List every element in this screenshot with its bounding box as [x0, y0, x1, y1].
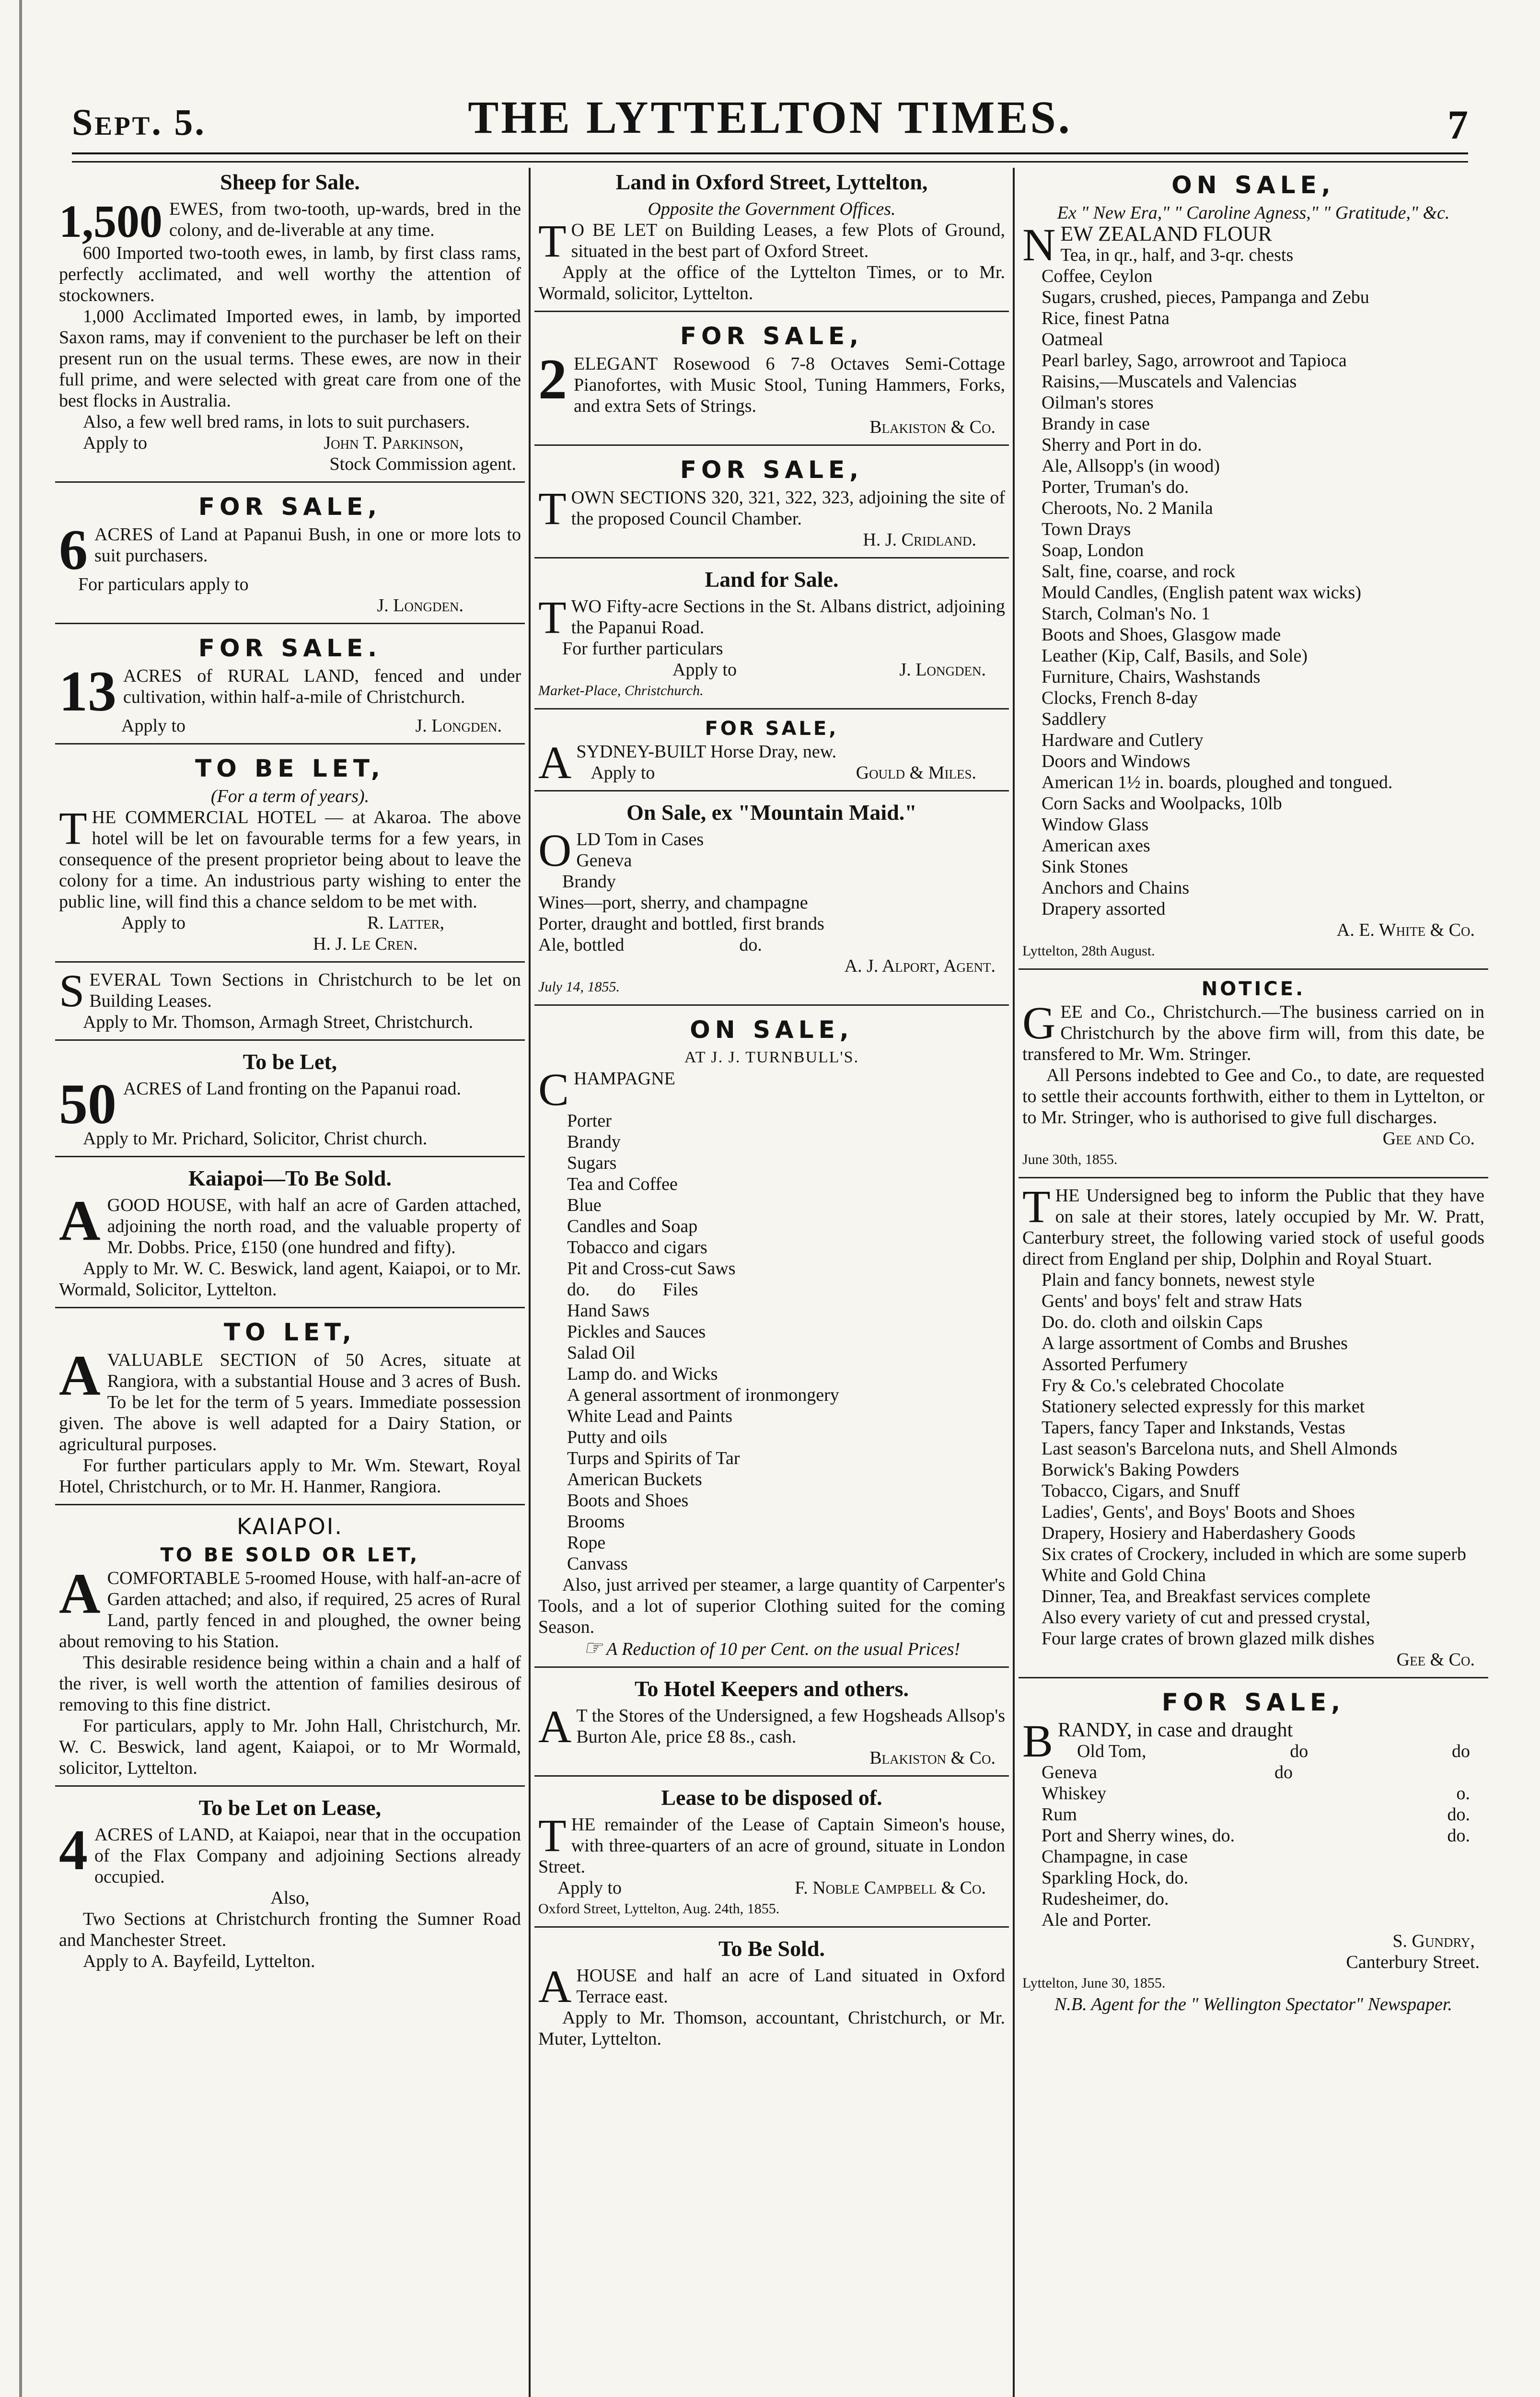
list-item: Sparkling Hock, do. [1042, 1868, 1189, 1888]
ad-subheading: Opposite the Government Offices. [648, 199, 896, 219]
ad-kaiapoi-house [55, 1156, 525, 1302]
table-row [1022, 1762, 1484, 1783]
list-item: Plain and fancy bonnets, newest style [1042, 1270, 1315, 1290]
ad-heading: FOR SALE, [680, 456, 864, 484]
row-ditto: do [1274, 1762, 1293, 1782]
list-item: Champagne, in case [1042, 1847, 1188, 1867]
ad-heading: KAIAPOI. [237, 1513, 343, 1539]
list-item: Fry & Co.'s celebrated Chocolate [1042, 1375, 1284, 1396]
list-item: American Buckets [567, 1469, 702, 1489]
advertiser-name: F. Noble Campbell & Co. [795, 1878, 986, 1898]
ad-rangiora [55, 1307, 525, 1499]
drop-cap: A [538, 1701, 572, 1752]
drop-cap: 2 [538, 347, 567, 411]
drop-cap: A [59, 1561, 101, 1625]
list-item: Brooms [567, 1512, 625, 1532]
advertiser-name: Blakiston & Co. [869, 1748, 996, 1768]
list-item: EW ZEALAND FLOUR [1060, 222, 1272, 245]
drop-cap: T [538, 483, 567, 534]
drop-cap: A [59, 1343, 101, 1407]
list-item: Ale and Porter. [1042, 1910, 1152, 1930]
list-item: Pit and Cross-cut Saws [567, 1258, 736, 1279]
list-item: Pearl barley, Sago, arrowroot and Tapioca [1042, 350, 1347, 371]
ad-text: Two Sections at Christchurch fronting the Sumner Road and Manchester Street. [59, 1909, 521, 1950]
ad-heading: Lease to be disposed of. [661, 1785, 882, 1810]
list-item: Do. do. cloth and oilskin Caps [1042, 1312, 1263, 1332]
ad-heading: TO BE LET, [195, 755, 385, 782]
list-item: Brandy [562, 872, 616, 892]
ad-text: GOOD HOUSE, with half an acre of Garden attached, adjoining the north road, and the valuable property of Mr. Dobbs. Price, £150 (one hundred and fifty). [107, 1195, 521, 1257]
table-row [1022, 1825, 1484, 1846]
list-item: Hardware and Cutlery [1042, 730, 1204, 750]
list-item: Sugars, crushed, pieces, Pampanga and Zebu [1042, 287, 1369, 307]
column-3 [1019, 168, 1488, 2397]
ad-signoff [538, 1877, 1005, 1898]
list-item: Boots and Shoes, Glasgow made [1042, 625, 1281, 645]
apply-label: For particulars apply to [78, 574, 249, 594]
list-item: Ladies', Gents', and Boys' Boots and Shoes [1042, 1502, 1355, 1522]
apply-label: Apply to [591, 763, 655, 783]
ad-heading: FOR SALE, [680, 322, 864, 350]
row-ditto: o. [1456, 1783, 1470, 1804]
ad-pianofortes [534, 311, 1009, 440]
ad-mountain-maid [534, 790, 1009, 1000]
ad-place: Market-Place, Christchurch. [538, 683, 704, 698]
row-item: Port and Sherry wines, do. [1042, 1826, 1235, 1846]
list-item: Rudesheimer, do. [1042, 1889, 1169, 1909]
list-item: Salad Oil [567, 1343, 636, 1363]
ad-text: EWES, from two-tooth, up-wards, bred in the colony, and de-liverable at any time. [169, 199, 521, 240]
ad-white-and-co [1019, 170, 1488, 964]
list-item: American axes [1042, 836, 1150, 856]
list-item: Raisins,—Muscatels and Valencias [1042, 372, 1297, 392]
list-item: Six crates of Crockery, included in which are some superb White and Gold China [1042, 1544, 1467, 1585]
ad-heading: Kaiapoi—To Be Sold. [188, 1166, 392, 1190]
ad-note-text: A Reduction of 10 per Cent. on the usual Prices! [606, 1639, 961, 1659]
list-item: A large assortment of Combs and Brushes [1042, 1333, 1348, 1353]
list-item: Wines—port, sherry, and champagne [538, 893, 808, 913]
row-ditto: do. [1447, 1804, 1470, 1825]
ad-text: Apply to Mr. Thomson, accountant, Christchurch, or Mr. Muter, Lyttelton. [538, 2008, 1005, 2049]
ad-text: For further particulars [562, 639, 723, 659]
list-item: Saddlery [1042, 709, 1107, 729]
ad-number: 1,500 [59, 196, 162, 247]
ad-text: WO Fifty-acre Sections in the St. Albans district, adjoining the Papanui Road. [571, 596, 1005, 638]
ad-subheading: TO BE SOLD OR LET, [160, 1544, 420, 1566]
ad-text: OWN SECTIONS 320, 321, 322, 323, adjoining the site of the proposed Council Chamber. [571, 488, 1005, 529]
list-item: Tea, in qr., half, and 3-qr. chests [1060, 245, 1294, 265]
list-item: Porter, Truman's do. [1042, 477, 1189, 497]
ad-gee-stock [1019, 1177, 1488, 1672]
list-item: Sherry and Port in do. [1042, 435, 1202, 455]
list-item: Leather (Kip, Calf, Basils, and Sole) [1042, 646, 1308, 666]
ad-heading: ON SALE, [1171, 171, 1335, 199]
list-item: Blue [567, 1195, 602, 1215]
list-item: Town Drays [1042, 519, 1131, 539]
list-item: Rice, finest Patna [1042, 308, 1169, 328]
list-item: Mould Candles, (English patent wax wicks) [1042, 582, 1362, 603]
list-item: Geneva [576, 850, 632, 871]
list-item: Oatmeal [1042, 329, 1103, 349]
list-item: Tobacco and cigars [567, 1237, 707, 1257]
drop-cap: 50 [59, 1072, 116, 1136]
row-item: Whiskey [1042, 1783, 1107, 1804]
ad-text: SYDNEY-BUILT Horse Dray, new. [576, 742, 837, 762]
list-item: Hand Saws [567, 1301, 650, 1321]
ad-text: Apply at the office of the Lyttelton Times, or to Mr. Wormald, solicitor, Lyttelton. [538, 262, 1005, 303]
ad-heading: FOR SALE, [705, 718, 839, 740]
ad-commercial-hotel [55, 743, 525, 956]
ad-horse-dray [534, 708, 1009, 788]
ad-council-sections [534, 444, 1009, 552]
ad-st-albans [534, 557, 1009, 703]
ad-heading: NOTICE. [1201, 978, 1306, 1000]
ad-subheading: (For a term of years). [210, 786, 370, 806]
ad-kaiapoi-cottage [55, 1504, 525, 1780]
advertiser-name: J. Longden. [415, 716, 502, 736]
list-item: Coffee, Ceylon [1042, 266, 1153, 286]
ad-fifty-acres [55, 1039, 525, 1151]
list-item: A general assortment of ironmongery [567, 1385, 839, 1405]
drop-cap: S [59, 965, 85, 1016]
ad-note [538, 1638, 1005, 1660]
drop-cap: 6 [59, 518, 88, 582]
list-item: Anchors and Chains [1042, 878, 1190, 898]
ad-text: ACRES of Land fronting on the Papanui road. [123, 1079, 462, 1099]
list-item: Canvass [567, 1554, 628, 1574]
list-item: Drapery assorted [1042, 899, 1166, 919]
drop-cap: A [538, 1961, 572, 2012]
ad-signoff [538, 659, 1005, 680]
drop-cap: N [1022, 219, 1056, 270]
list-item: Brandy [567, 1132, 621, 1152]
advertiser-name: Gould & Miles. [856, 763, 976, 783]
apply-label: Apply to [672, 660, 737, 680]
ad-date: Oxford Street, Lyttelton, Aug. 24th, 1855. [538, 1901, 780, 1917]
list-item: Candles and Soap [567, 1216, 698, 1236]
ad-text: 600 Imported two-tooth ewes, in lamb, by first class rams, perfectly acclimated, and well worthy the attention of stockowners. [59, 243, 521, 305]
ad-text: For particulars, apply to Mr. John Hall, Christchurch, Mr. W. C. Beswick, land agent, Kaiapoi, or to Mr Wormald, solicitor, Lyttelton. [59, 1716, 521, 1778]
ad-sheep [55, 169, 525, 477]
list-item: Drapery, Hosiery and Haberdashery Goods [1042, 1523, 1355, 1543]
list-item: Clocks, French 8-day [1042, 688, 1198, 708]
list-item: Sink Stones [1042, 857, 1128, 877]
list-item: Corn Sacks and Woolpacks, 10lb [1042, 793, 1282, 814]
list-item: Four large crates of brown glazed milk dishes [1042, 1629, 1375, 1649]
ad-text: Apply to Mr. Prichard, Solicitor, Christ church. [83, 1129, 428, 1149]
list-item: Turps and Spirits of Tar [567, 1448, 740, 1468]
row-item: Geneva [1042, 1762, 1098, 1782]
ad-rural-land [55, 623, 525, 738]
advertiser-name: John T. Parkinson, [324, 433, 463, 453]
ad-gundry [1019, 1677, 1488, 2017]
apply-label: Apply to [121, 716, 186, 736]
list-item: Gents' and boys' felt and straw Hats [1042, 1291, 1302, 1311]
advertiser-address: Canterbury Street. [1346, 1952, 1480, 1972]
drop-cap: G [1022, 997, 1056, 1048]
list-item: Tea and Coffee [567, 1174, 678, 1194]
ad-subheading: Ex " New Era," " Caroline Agness," " Gratitude," &c. [1057, 203, 1450, 223]
ad-text: EE and Co., Christchurch.—The business carried on in Christchurch by the above firm will, from this date, be transfered to Mr. Wm. Stringer. [1022, 1002, 1484, 1064]
advertiser-name: A. J. Alport, Agent. [844, 956, 996, 976]
list-item: Porter, draught and bottled, first brands [538, 914, 824, 934]
ad-text: VALUABLE SECTION of 50 Acres, situate at Rangiora, with a substantial House and 3 acres of Bush. To be let for the term of 5 years. Immediate possession given. The above is well adapted for a Dairy Station, or agricultural purposes. [59, 1350, 521, 1454]
ad-text: All Persons indebted to Gee and Co., to date, are requested to settle their accounts forthwith, either to them in Lyttelton, or to Mr. Stringer, who is authorised to give full discharges. [1022, 1065, 1484, 1128]
ad-hotel-keepers [534, 1666, 1009, 1770]
list-item: HAMPAGNE [574, 1069, 675, 1089]
row-ditto: do. [1447, 1826, 1470, 1846]
list-item [538, 934, 1005, 955]
page-edge [19, 0, 22, 2397]
ad-heading: On Sale, ex "Mountain Maid." [626, 800, 917, 825]
pointing-hand-icon: ☞ [583, 1636, 602, 1660]
ad-heading: To be Let, [243, 1049, 337, 1074]
newspaper-title: THE LYTTELTON TIMES. [468, 92, 1072, 143]
ad-heading: Land for Sale. [705, 567, 839, 592]
column-2 [534, 168, 1009, 2397]
list-item: White Lead and Paints [567, 1406, 733, 1426]
ad-date: July 14, 1855. [538, 979, 620, 995]
ad-heading: Land in Oxford Street, Lyttelton, [615, 170, 928, 194]
drop-cap: O [538, 825, 572, 876]
ad-text: HOUSE and half an acre of Land situated in Oxford Terrace east. [576, 1966, 1005, 2007]
column-1 [55, 168, 525, 2397]
ad-text: HE remainder of the Lease of Captain Simeon's house, with three-quarters of an acre of ground, situate in London Street. [538, 1815, 1005, 1877]
ad-date: June 30th, 1855. [1022, 1152, 1118, 1167]
ad-text: ACRES of Land at Papanui Bush, in one or more lots to suit purchasers. [94, 524, 521, 566]
ad-text: Apply to Mr. W. C. Beswick, land agent, Kaiapoi, or to Mr. Wormald, Solicitor, Lyttelton. [59, 1258, 521, 1300]
list-item: Assorted Perfumery [1042, 1354, 1188, 1374]
goods-list [1022, 1846, 1484, 1931]
table-row [1058, 1741, 1484, 1762]
ad-text: Also, [270, 1888, 310, 1908]
list-item: Soap, London [1042, 540, 1144, 560]
drop-cap: C [538, 1064, 569, 1115]
advertiser-name: Gee & Co. [1396, 1650, 1475, 1670]
row-ditto: do [1452, 1741, 1470, 1761]
ad-text: ACRES of RURAL LAND, fenced and under cultivation, within half-a-mile of Christchurch. [123, 666, 521, 707]
drop-cap: T [59, 803, 87, 854]
ad-house-oxford-terrace [534, 1926, 1009, 2051]
ad-text: ELEGANT Rosewood 6 7-8 Octaves Semi-Cottage Pianofortes, with Music Stool, Tuning Hammers, Forks, and extra Sets of Strings. [574, 354, 1005, 416]
list-item-label: Ale, bottled [538, 935, 625, 955]
goods-list [538, 850, 1005, 892]
list-item: RANDY, in case and draught [1058, 1719, 1293, 1741]
advertiser-name: J. Longden. [377, 595, 463, 616]
advertiser-name: A. E. White & Co. [1336, 920, 1475, 940]
drop-cap: T [538, 592, 567, 643]
issue-date: Sept. 5. [72, 101, 206, 143]
drop-cap: A [538, 737, 572, 788]
ad-heading: To Hotel Keepers and others. [635, 1676, 909, 1701]
ad-heading: FOR SALE, [1161, 1688, 1345, 1716]
row-item: Old Tom, [1077, 1741, 1146, 1761]
table-row [1022, 1783, 1484, 1804]
list-item: Tobacco, Cigars, and Snuff [1042, 1481, 1240, 1501]
advertiser-name: Blakiston & Co. [869, 417, 996, 437]
list-item: Tapers, fancy Taper and Inkstands, Vestas [1042, 1418, 1345, 1438]
ad-papanui [55, 481, 525, 618]
list-item: Lamp do. and Wicks [567, 1364, 718, 1384]
list-item: Starch, Colman's No. 1 [1042, 604, 1210, 624]
ad-heading: TO LET, [223, 1318, 356, 1346]
advertiser-name: H. J. Le Cren. [313, 934, 418, 954]
ad-text: Also, just arrived per steamer, a large quantity of Carpenter's Tools, and a lot of superior Clothing suited for the coming Season. [538, 1575, 1005, 1637]
table-row [1022, 1804, 1484, 1825]
list-item: Dinner, Tea, and Breakfast services complete [1042, 1586, 1371, 1606]
list-item: Ale, Allsopp's (in wood) [1042, 456, 1220, 476]
advertiser-name: S. Gundry, [1392, 1931, 1475, 1951]
list-item: do. do Files [567, 1280, 698, 1300]
ad-text: Apply to A. Bayfeild, Lyttelton. [83, 1951, 315, 1971]
goods-list [538, 1110, 1005, 1574]
ad-signoff [59, 715, 521, 736]
list-item: Sugars [567, 1153, 617, 1173]
ad-text: This desirable residence being within a chain and a half of the river, is well worth the attention of families desirous of removing to this fine district. [59, 1652, 521, 1715]
goods-list [1022, 266, 1484, 919]
drop-cap: T [538, 1810, 567, 1861]
ad-heading: FOR SALE, [198, 493, 382, 521]
ad-lease-kaiapoi [55, 1785, 525, 1974]
goods-list [1022, 1269, 1484, 1649]
advertiser-name: J. Longden. [899, 660, 986, 680]
drop-cap: B [1022, 1715, 1054, 1767]
list-item: Cheroots, No. 2 Manila [1042, 498, 1213, 518]
ad-date: Lyttelton, 28th August. [1022, 943, 1155, 959]
advertiser-name: R. Latter, [367, 913, 444, 933]
ad-heading: FOR SALE. [198, 634, 382, 662]
ad-subheading: AT J. J. TURNBULL'S. [684, 1048, 859, 1066]
apply-label: Apply to [557, 1878, 622, 1898]
ad-signoff [576, 762, 1005, 783]
apply-label: Apply to [83, 433, 148, 453]
list-item: Stationery selected expressly for this market [1042, 1396, 1365, 1417]
masthead [72, 58, 1468, 153]
list-item: Doors and Windows [1042, 751, 1191, 771]
ad-turnbull [534, 1004, 1009, 1662]
ad-heading: To Be Sold. [718, 1936, 825, 1961]
ad-text: HE Undersigned beg to inform the Public that they have on sale at their stores, lately occupied by Mr. W. Pratt, Canterbury street, the following varied stock of useful goods direct from England per ship, Dolphin and Royal Stuart. [1022, 1186, 1484, 1269]
list-item: Pickles and Sauces [567, 1322, 706, 1342]
ad-text: O BE LET on Building Leases, a few Plots of Ground, situated in the best part of Oxford Street. [571, 220, 1005, 261]
list-item: LD Tom in Cases [576, 829, 704, 849]
ad-signoff [59, 432, 521, 454]
list-item: Putty and oils [567, 1427, 668, 1447]
list-item: Oilman's stores [1042, 393, 1154, 413]
list-item: Last season's Barcelona nuts, and Shell Almonds [1042, 1439, 1398, 1459]
ad-text: EVERAL Town Sections in Christchurch to be let on Building Leases. [89, 970, 521, 1011]
list-item: Salt, fine, coarse, and rock [1042, 561, 1236, 582]
apply-label: Apply to [121, 913, 186, 933]
list-item-ditto: do. [739, 935, 762, 955]
list-item: Also every variety of cut and pressed crystal, [1042, 1607, 1370, 1628]
ad-heading: To be Let on Lease, [198, 1795, 382, 1820]
ad-text: Apply to Mr. Thomson, Armagh Street, Christchurch. [83, 1012, 474, 1032]
list-item: American 1½ in. boards, ploughed and tongued. [1042, 772, 1393, 792]
list-item: Brandy in case [1042, 414, 1150, 434]
column-rule [529, 168, 531, 2397]
list-item: Window Glass [1042, 815, 1149, 835]
advertiser-name: Gee and Co. [1382, 1129, 1475, 1149]
ad-lease-disposal [534, 1775, 1009, 1921]
ad-text: T the Stores of the Undersigned, a few Hogsheads Allsop's Burton Ale, price £8 8s., cash. [576, 1706, 1005, 1747]
list-item: Boots and Shoes [567, 1490, 689, 1511]
ad-text: For further particulars apply to Mr. Wm. Stewart, Royal Hotel, Christchurch, or to Mr. H. Hanmer, Rangiora. [59, 1455, 521, 1497]
ad-oxford-street [534, 169, 1009, 306]
row-item: Rum [1042, 1804, 1077, 1825]
row-ditto: do [1290, 1741, 1308, 1761]
ad-text: HE COMMERCIAL HOTEL — at Akaroa. The above hotel will be let on favourable terms for a few years, in consequence of the present proprietor being about to leave the colony for a time. An industrious party wishing to enter the public line, will find this a chance seldom to be met with. [59, 807, 521, 912]
advertiser-role: Stock Commission agent. [329, 454, 516, 474]
drop-cap: 13 [59, 659, 116, 723]
advertiser-name: H. J. Cridland. [863, 530, 976, 550]
ad-signoff [59, 912, 521, 933]
drop-cap: 4 [59, 1818, 88, 1882]
ad-text: Also, a few well bred rams, in lots to suit purchasers. [83, 412, 470, 432]
drop-cap: T [538, 215, 567, 267]
column-rule [1013, 168, 1015, 2397]
list-item: Furniture, Chairs, Washstands [1042, 667, 1261, 687]
ad-note: N.B. Agent for the " Wellington Spectator" Newspaper. [1054, 1994, 1452, 2014]
ad-heading: Sheep for Sale. [220, 170, 360, 194]
ad-text: 1,000 Acclimated Imported ewes, in lamb, by imported Saxon rams, may if convenient to the purchaser be left on their present run on the usual terms. These ewes, are now in their full prime, and were selected with great care from one of the best flocks in Australia. [59, 306, 521, 411]
list-item: Porter [567, 1111, 612, 1131]
ad-heading: ON SALE, [690, 1016, 854, 1044]
ad-date: Lyttelton, June 30, 1855. [1022, 1975, 1166, 1991]
ad-notice-gee [1019, 968, 1488, 1172]
drop-cap: A [59, 1188, 101, 1252]
page-number: 7 [1447, 102, 1468, 148]
list-item: Rope [567, 1533, 606, 1553]
list-item: Borwick's Baking Powders [1042, 1460, 1239, 1480]
ad-text: COMFORTABLE 5-roomed House, with half-an-acre of Garden attached; and also, if required, 25 acres of Rural Land, partly fenced in and ploughed, the owner being about removing to his Station. [59, 1568, 521, 1652]
masthead-rule [72, 152, 1468, 163]
ad-town-sections [55, 961, 525, 1035]
drop-cap: T [1022, 1181, 1051, 1232]
ad-text: ACRES of LAND, at Kaiapoi, near that in the occupation of the Flax Company and adjoining Sections already occupied. [94, 1825, 521, 1887]
